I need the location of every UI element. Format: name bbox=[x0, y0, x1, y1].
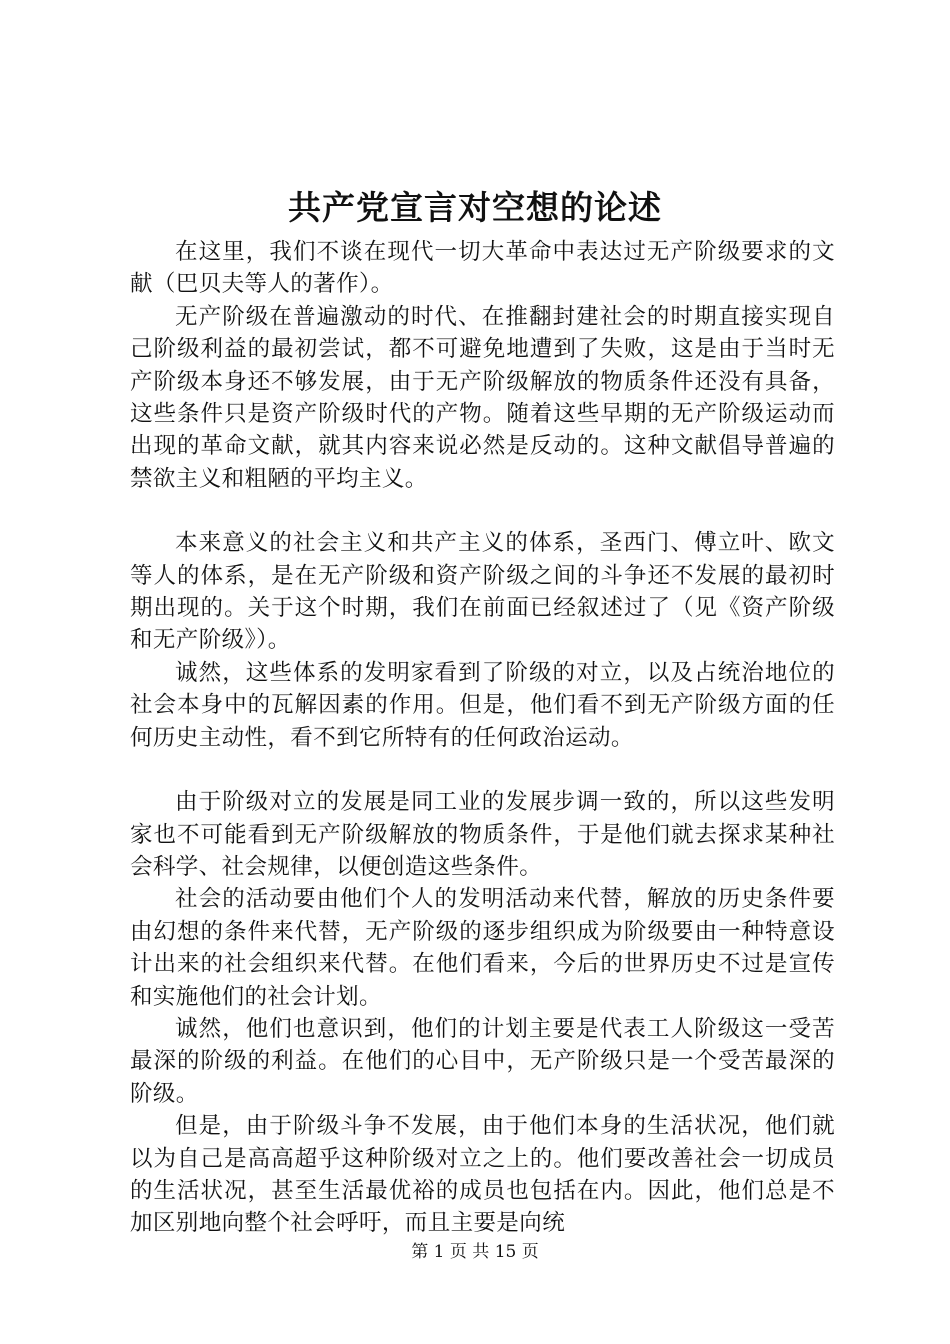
paragraph-2: 无产阶级在普遍激动的时代、在推翻封建社会的时期直接实现自己阶级利益的最初尝试，都不可避免地遭到了失败，这是由于当时无产阶级本身还不够发展，由于无产阶级解放的物质条件还没有具备，这些条件只是资产阶级时代的产物。随着这些早期的无产阶级运动而出现的革命文献，就其内容来说必然是反动的。这种文献倡导普遍的禁欲主义和粗陋的平均主义。 bbox=[130, 303, 835, 492]
paragraph-1: 在这里，我们不谈在现代一切大革命中表达过无产阶级要求的文献（巴贝夫等人的著作）。 bbox=[130, 239, 835, 298]
page-number-footer: 第 1 页 共 15 页 bbox=[411, 1242, 539, 1262]
paragraph-3: 本来意义的社会主义和共产主义的体系，圣西门、傅立叶、欧文等人的体系，是在无产阶级和资产阶级之间的斗争还不发展的最初时期出现的。关于这个时期，我们在前面已经叙述过了（见《资产阶级和无产阶级》）。 bbox=[130, 530, 835, 654]
paragraph-6: 社会的活动要由他们个人的发明活动来代替，解放的历史条件要由幻想的条件来代替，无产阶级的逐步组织成为阶级要由一种特意设计出来的社会组织来代替。在他们看来，今后的世界历史不过是宣传和实施他们的社会计划。 bbox=[130, 886, 835, 1010]
document-body bbox=[130, 236, 835, 1240]
paragraph-4: 诚然，这些体系的发明家看到了阶级的对立，以及占统治地位的社会本身中的瓦解因素的作用。但是，他们看不到无产阶级方面的任何历史主动性，看不到它所特有的任何政治运动。 bbox=[130, 659, 835, 751]
document-title: 共产党宣言对空想的论述 bbox=[288, 188, 662, 227]
paragraph-5: 由于阶级对立的发展是同工业的发展步调一致的，所以这些发明家也不可能看到无产阶级解放的物质条件，于是他们就去探求某种社会科学、社会规律，以便创造这些条件。 bbox=[130, 789, 835, 880]
paragraph-7: 诚然，他们也意识到，他们的计划主要是代表工人阶级这一受苦最深的阶级的利益。在他们的心目中，无产阶级只是一个受苦最深的阶级。 bbox=[130, 1015, 835, 1107]
paragraph-8: 但是，由于阶级斗争不发展，由于他们本身的生活状况，他们就以为自己是高高超乎这种阶级对立之上的。他们要改善社会一切成员的生活状况，甚至生活最优裕的成员也包括在内。因此，他们总是不加区别地向整个社会呼吁，而且主要是向统 bbox=[130, 1113, 835, 1237]
